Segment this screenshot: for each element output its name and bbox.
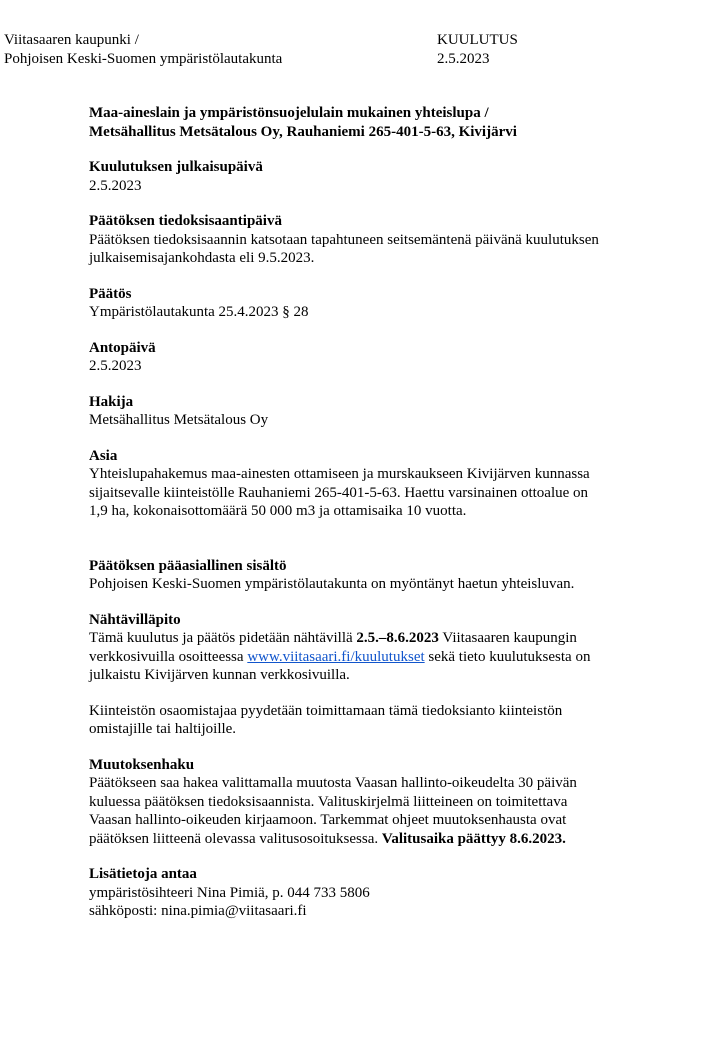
document-title xyxy=(89,104,689,141)
publication-heading: Kuulutuksen julkaisupäivä xyxy=(89,159,263,175)
applicant-heading: Hakija xyxy=(89,393,134,410)
info-email: sähköposti: nina.pimia@viitasaari.fi xyxy=(89,903,307,919)
announcements-link[interactable]: www.viitasaari.fi/kuulutukset xyxy=(247,648,425,665)
appeal-line-4-pre: päätöksen liitteenä olevassa valitusosoituksessa. xyxy=(89,830,382,847)
section-issue-date xyxy=(89,339,689,376)
display-heading: Nähtävilläpito xyxy=(89,611,181,628)
title-line-1: Maa-aineslain ja ympäristönsuojelulain mukainen yhteislupa / xyxy=(89,105,489,121)
section-display xyxy=(89,611,689,685)
document-body xyxy=(89,104,689,921)
issue-date-heading: Antopäivä xyxy=(89,339,156,356)
display-line-3: julkaistu Kivijärven kunnan verkkosivuilla. xyxy=(89,667,350,683)
display-line-1 xyxy=(89,629,689,648)
display-line-2-pre: verkkosivuilla osoitteessa xyxy=(89,648,248,665)
header-doc-info xyxy=(437,31,518,68)
notification-heading: Päätöksen tiedoksisaantipäivä xyxy=(89,213,282,229)
section-decision xyxy=(89,285,689,322)
appeal-line-3: Vaasan hallinto-oikeuden kirjaamoon. Tarkemmat ohjeet muutoksenhausta ovat xyxy=(89,812,567,828)
main-content-heading: Päätöksen pääasiallinen sisältö xyxy=(89,557,287,574)
section-matter xyxy=(89,447,689,521)
section-publication xyxy=(89,158,689,195)
display-note-line-2: omistajille tai haltijoille. xyxy=(89,721,237,737)
display-note-line-1: Kiinteistön osaomistajaa pyydetään toimittamaan tämä tiedoksianto kiinteistön xyxy=(89,702,563,719)
header-board: Pohjoisen Keski-Suomen ympäristölautakunta xyxy=(4,50,283,67)
issue-date-value: 2.5.2023 xyxy=(89,358,142,374)
applicant-value: Metsähallitus Metsätalous Oy xyxy=(89,412,269,428)
display-line-2 xyxy=(89,648,689,667)
appeal-line-2: kuluessa päätöksen tiedoksisaannista. Valituskirjelmä liitteineen on toimitettava xyxy=(89,793,568,810)
appeal-heading: Muutoksenhaku xyxy=(89,756,195,773)
header-city: Viitasaaren kaupunki / xyxy=(4,32,139,48)
main-content-value: Pohjoisen Keski-Suomen ympäristölautakunta on myöntänyt haetun yhteisluvan. xyxy=(89,576,575,592)
title-line-2: Metsähallitus Metsätalous Oy, Rauhaniemi 265-401-5-63, Kivijärvi xyxy=(89,123,517,140)
section-notification xyxy=(89,212,689,268)
matter-line-3: 1,9 ha, kokonaisottomäärä 50 000 m3 ja ottamisaika 10 vuotta. xyxy=(89,503,467,519)
display-line-2-post: sekä tieto kuulutuksesta on xyxy=(424,648,591,665)
display-period: 2.5.–8.6.2023 xyxy=(356,630,439,646)
section-appeal xyxy=(89,756,689,849)
matter-line-1: Yhteislupahakemus maa-ainesten ottamiseen ja murskaukseen Kivijärven kunnassa xyxy=(89,466,590,482)
display-line-1-pre: Tämä kuulutus ja päätös pidetään nähtävillä xyxy=(89,630,357,646)
appeal-line-1: Päätökseen saa hakea valittamalla muutosta Vaasan hallinto-oikeudelta 30 päivän xyxy=(89,775,577,791)
section-main-content xyxy=(89,557,689,594)
section-info xyxy=(89,865,689,921)
publication-value: 2.5.2023 xyxy=(89,177,142,194)
header-organization xyxy=(4,31,282,68)
notification-line-2: julkaisemisajankohdasta eli 9.5.2023. xyxy=(89,250,315,266)
decision-value: Ympäristölautakunta 25.4.2023 § 28 xyxy=(89,304,309,320)
matter-heading: Asia xyxy=(89,447,118,464)
info-contact: ympäristösihteeri Nina Pimiä, p. 044 733 5806 xyxy=(89,884,370,901)
info-heading: Lisätietoja antaa xyxy=(89,866,197,882)
notification-line-1: Päätöksen tiedoksisaannin katsotaan tapahtuneen seitsemäntenä päivänä kuulutuksen xyxy=(89,231,599,248)
appeal-deadline: Valitusaika päättyy 8.6.2023. xyxy=(381,830,566,847)
section-display-note xyxy=(89,702,689,739)
display-line-1-post: Viitasaaren kaupungin xyxy=(438,630,577,646)
header-doc-date: 2.5.2023 xyxy=(437,50,490,67)
appeal-line-4 xyxy=(89,830,689,849)
section-applicant xyxy=(89,393,689,430)
decision-heading: Päätös xyxy=(89,285,132,302)
header-doc-type: KUULUTUS xyxy=(437,32,518,48)
matter-line-2: sijaitsevalle kiinteistölle Rauhaniemi 265-401-5-63. Haettu varsinainen ottoalue on xyxy=(89,484,589,501)
